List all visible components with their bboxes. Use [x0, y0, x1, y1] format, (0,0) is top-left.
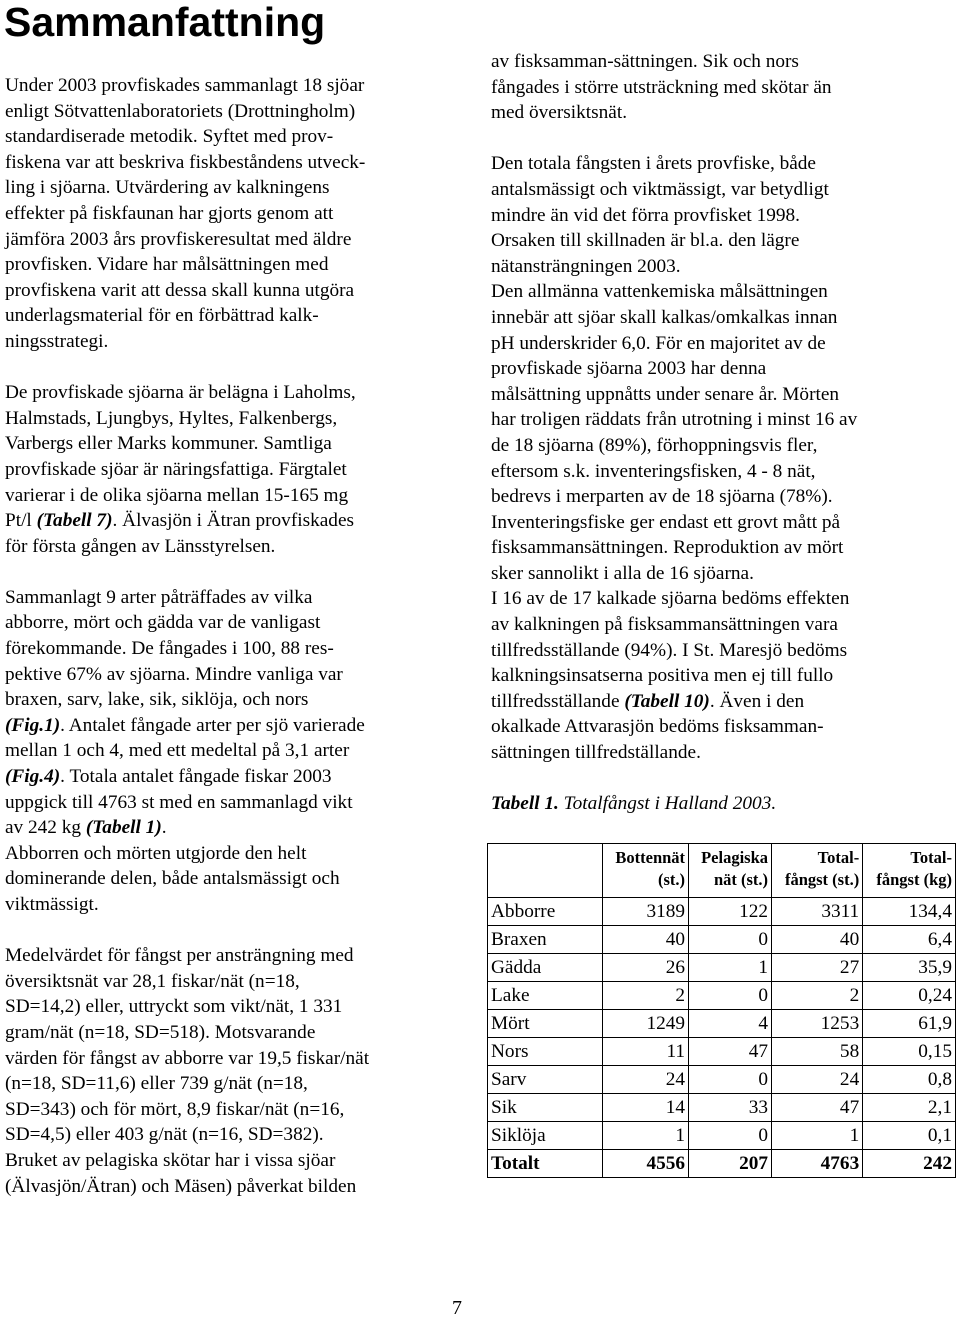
paragraph-species	[5, 585, 423, 918]
table-cell: 207	[689, 1150, 772, 1178]
table-cell: 0,8	[863, 1066, 956, 1094]
paragraph-intro: Under 2003 provfiskades sammanlagt 18 sjöar enligt Sötvattenlaboratoriets (Drottningholm) standardiserade metodik. Syftet med prov- fiskena var att beskriva fiskbeståndens utveck- ling i sjöarna. Utvärdering av kalkningens effekter på fiskfaunan har gjorts genom att jämföra 2003 års provfiskeresultat med äldre provfisken. Vidare har målsättningen med provfiskena varit att dessa skall kunna utgöra underlagsmaterial för en förbättrad kalk- ningsstrategi.	[5, 75, 366, 352]
table-cell: 2	[603, 982, 689, 1010]
table-cell: 2	[772, 982, 863, 1010]
table-cell: 3189	[603, 898, 689, 926]
page-number: 7	[452, 1297, 462, 1319]
table-cell: 242	[863, 1150, 956, 1178]
table-header-cell: Total- fångst (kg)	[863, 844, 956, 898]
species-cell: Sarv	[488, 1066, 603, 1094]
table-header-cell: Pelagiska nät (st.)	[689, 844, 772, 898]
table-cell: 0	[689, 926, 772, 954]
species-cell: Abborre	[488, 898, 603, 926]
paragraph-results-text: Den totala fångsten i årets provfiske, både antalsmässigt och viktmässigt, var betydligt mindre än vid det förra provfisket 1998. Orsaken till skillnaden är bl.a. den lägre nätansträngningen 2003. Den allmänna vattenkemiska målsättningen innebär att sjöar skall kalkas/omkalkas innan pH underskrider 6,0. För en majoritet av de provfiskade sjöarna 2003 har denna målsättning uppnåtts under senare år. Mörten har troligen räddats från utrotning i minst 16 av de 18 sjöarna (89%), förhoppningsvis fler, eftersom s.k. inventeringsfisken, 4 - 8 nät, bedrevs i merparten av de 18 sjöarna (78%). Inventeringsfiske ger endast ett grovt mått på fisksammansättningen. Reproduktion av mört sker sannolikt i alla de 16 sjöarna. I 16 av de 17 kalkade sjöarna bedöms effekten av kalkningen på fisksammansättningen vara tillfredsställande (94%). I St. Maresjö bedöms kalkningsinsatserna positiva men ej till fullo tillfredsställande	[491, 153, 858, 712]
paragraph-continued: av fisksamman-sättningen. Sik och nors fångades i större utsträckning med skötar än med översiktsnät.	[491, 51, 832, 124]
table-cell: 0	[689, 1122, 772, 1150]
table-cell: 27	[772, 954, 863, 982]
table-cell: 1249	[603, 1010, 689, 1038]
table-row	[488, 982, 956, 1010]
table-reference: (Tabell 10)	[624, 690, 710, 712]
table-cell: 2,1	[863, 1094, 956, 1122]
table-reference: (Tabell 1)	[85, 817, 162, 839]
table-cell: 26	[603, 954, 689, 982]
table-cell: 61,9	[863, 1010, 956, 1038]
species-cell: Gädda	[488, 954, 603, 982]
total-label-cell: Totalt	[488, 1150, 603, 1178]
species-cell: Nors	[488, 1038, 603, 1066]
paragraph-species-text: Sammanlagt 9 arter påträffades av vilka abborre, mört och gädda var de vanligast förekommande. De fångades i 100, 88 res- pektive 67% av sjöarna. Mindre vanliga var braxen, sarv, lake, sik, siklöja, och nors	[5, 586, 343, 711]
table-cell: 40	[603, 926, 689, 954]
table-cell: 14	[603, 1094, 689, 1122]
table-header-cell	[488, 844, 603, 898]
table-cell: 0	[689, 982, 772, 1010]
table-cell: 6,4	[863, 926, 956, 954]
table-cell: 58	[772, 1038, 863, 1066]
table-row	[488, 1122, 956, 1150]
paragraph-species-end: . Abborren och mörten utgjorde den helt dominerande delen, både antalsmässigt och viktmässigt.	[5, 817, 340, 915]
table-cell: 0,24	[863, 982, 956, 1010]
right-column	[491, 49, 931, 766]
table-cell: 24	[772, 1066, 863, 1094]
paragraph-results-end: . Även i den okalkade Attvarasjön bedöms fisksamman- sättningen tillfredställande.	[491, 690, 824, 764]
species-cell: Lake	[488, 982, 603, 1010]
table-cell: 4763	[772, 1150, 863, 1178]
table-cell: 0,1	[863, 1122, 956, 1150]
figure-reference: (Fig.1)	[5, 714, 61, 736]
table-cell: 1	[689, 954, 772, 982]
table-cell: 40	[772, 926, 863, 954]
paragraph-species-mid2: . Totala antalet fångade fiskar 2003 uppgick till 4763 st med en sammanlagd vikt av 242 kg	[5, 766, 353, 839]
table-cell: 1253	[772, 1010, 863, 1038]
table-header-cell: Total- fångst (st.)	[772, 844, 863, 898]
table-cell: 33	[689, 1094, 772, 1122]
species-cell: Braxen	[488, 926, 603, 954]
species-cell: Mört	[488, 1010, 603, 1038]
paragraph-lakes	[5, 380, 423, 559]
paragraph-lakes-text: De provfiskade sjöarna är belägna i Laholms, Halmstads, Ljungbys, Hyltes, Falkenbergs, Varbergs eller Marks kommuner. Samtliga provfiskade sjöar är näringsfattiga. Färgtalet varierar i de olika sjöarna mellan 15-165 mg Pt/l	[5, 382, 356, 532]
table-row	[488, 898, 956, 926]
table-cell: 1	[772, 1122, 863, 1150]
table-cell: 11	[603, 1038, 689, 1066]
paragraph-cpue: Medelvärdet för fångst per ansträngning med översiktsnät var 28,1 fiskar/nät (n=18, SD=14,2) eller, uttryckt som vikt/nät, 1 331 gram/nät (n=18, SD=518). Motsvarande värden för fångst av abborre var 19,5 fiskar/nät (n=18, SD=11,6) eller 739 g/nät (n=18, SD=343) och för mört, 8,9 fiskar/nät (n=16, SD=4,5) eller 403 g/nät (n=16, SD=382). Bruket av pelagiska skötar har i vissa sjöar (Älvasjön/Ätran) och Mäsen) påverkat bilden	[5, 945, 370, 1197]
table-caption-text: Totalfångst i Halland 2003.	[558, 793, 777, 814]
table-cell: 3311	[772, 898, 863, 926]
table-cell: 4	[689, 1010, 772, 1038]
catch-table	[487, 843, 956, 1178]
left-column	[5, 73, 423, 1199]
table-cell: 35,9	[863, 954, 956, 982]
species-cell: Siklöja	[488, 1122, 603, 1150]
table-cell: 4556	[603, 1150, 689, 1178]
table-cell: 24	[603, 1066, 689, 1094]
table-cell: 0	[689, 1066, 772, 1094]
table-caption	[491, 791, 776, 817]
page-title: Sammanfattning	[4, 0, 326, 45]
figure-reference: (Fig.4)	[5, 766, 61, 788]
table-caption-label: Tabell 1.	[491, 793, 559, 814]
table-cell: 47	[772, 1094, 863, 1122]
table-cell: 122	[689, 898, 772, 926]
table-reference: (Tabell 7)	[36, 510, 113, 532]
table-cell: 47	[689, 1038, 772, 1066]
paragraph-lakes-end: . Älvasjön i Ätran provfiskades för första gången av Länsstyrelsen.	[5, 510, 355, 557]
table-total-row	[488, 1150, 956, 1178]
table-row	[488, 1010, 956, 1038]
paragraph-results	[491, 151, 931, 765]
table-row	[488, 954, 956, 982]
table-row	[488, 926, 956, 954]
table-row	[488, 1094, 956, 1122]
table-cell: 134,4	[863, 898, 956, 926]
species-cell: Sik	[488, 1094, 603, 1122]
table-row	[488, 1066, 956, 1094]
table-cell: 0,15	[863, 1038, 956, 1066]
paragraph-species-mid: . Antalet fångade arter per sjö varierade mellan 1 och 4, med ett medeltal på 3,1 arter	[5, 714, 365, 762]
table-row	[488, 1038, 956, 1066]
table-cell: 1	[603, 1122, 689, 1150]
table-header-row	[488, 844, 956, 898]
table-header-cell: Bottennät (st.)	[603, 844, 689, 898]
